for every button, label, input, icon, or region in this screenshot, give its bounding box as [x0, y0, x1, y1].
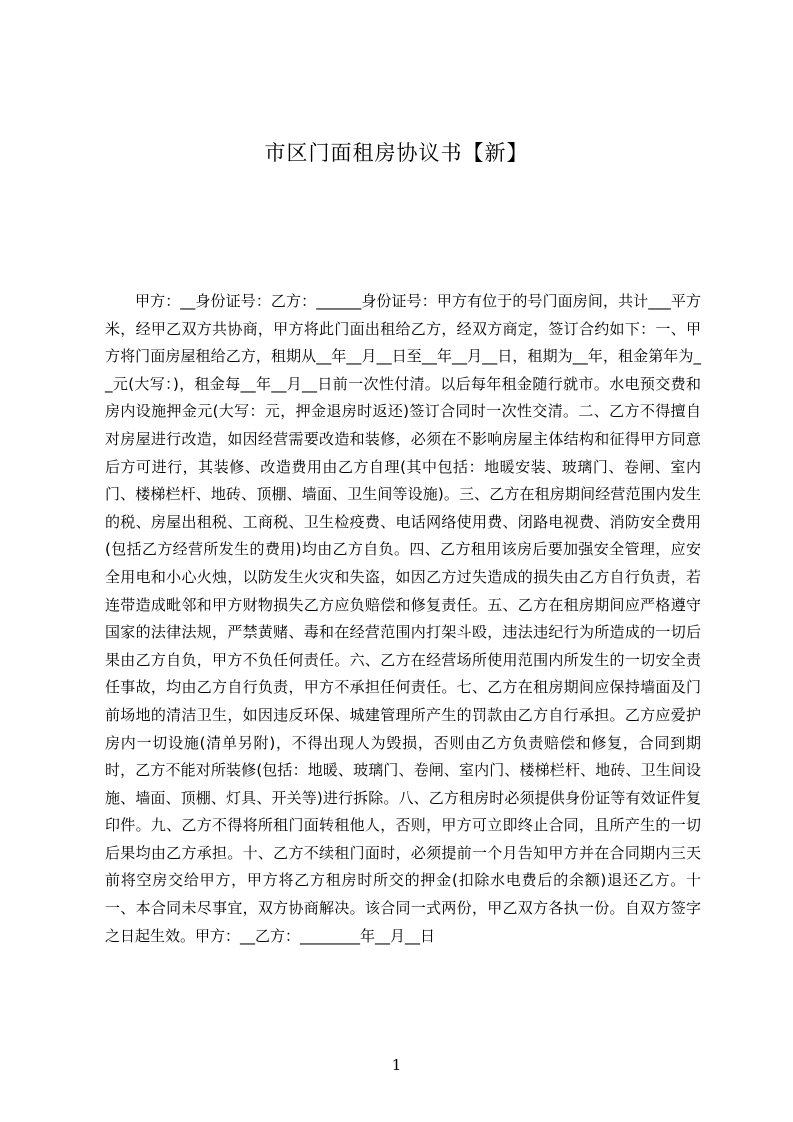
page-number: 1	[391, 1056, 402, 1074]
agreement-body-paragraph: 甲方：__身份证号：乙方：______身份证号：甲方有位于的号门面房间，共计___平方米，经甲乙双方共协商，甲方将此门面出租给乙方，经双方商定，签订合约如下：一、甲方将门面房屋租给乙方，租期从__年__月__日至__年__月__日，租期为__年，租金第年为__元(大写：)，租金每__年__月__日前一次性付清。以后每年租金随行就市。水电预交费和房内设施押金元(大写：元，押金退房时返还)签订合同时一次性交清。二、乙方不得擅自对房屋进行改造，如因经营需要改造和装修，必须在不影响房屋主体结构和征得甲方同意后方可进行，其装修、改造费用由乙方自理(其中包括：地暖安装、玻璃门、卷闸、室内门、楼梯栏杆、地砖、顶棚、墙面、卫生间等设施)。三、乙方在租房期间经营范围内发生的税、房屋出租税、工商税、卫生检疫费、电话网络使用费、闭路电视费、消防安全费用(包括乙方经营所发生的费用)均由乙方自负。四、乙方租用该房后要加强安全管理，应安全用电和小心火烛，以防发生火灾和失盗，如因乙方过失造成的损失由乙方自行负责，若连带造成毗邻和甲方财物损失乙方应负赔偿和修复责任。五、乙方在租房期间应严格遵守国家的法律法规，严禁黄赌、毒和在经营范围内打架斗殴，违法违纪行为所造成的一切后果由乙方自负，甲方不负任何责任。六、乙方在经营场所使用范围内所发生的一切安全责任事故，均由乙方自行负责，甲方不承担任何责任。七、乙方在租房期间应保持墙面及门前场地的清洁卫生，如因违反环保、城建管理所产生的罚款由乙方自行承担。乙方应爱护房内一切设施(清单另附)，不得出现人为毁损，否则由乙方负责赔偿和修复，合同到期时，乙方不能对所装修(包括：地暖、玻璃门、卷闸、室内门、楼梯栏杆、地砖、卫生间设施、墙面、顶棚、灯具、开关等)进行拆除。八、乙方租房时必须提供身份证等有效证件复印件。九、乙方不得将所租门面转租他人，否则，甲方可立即终止合同，且所产生的一切后果均由乙方承担。十、乙方不续租门面时，必须提前一个月告知甲方并在合同期内三天前将空房交给甲方，甲方将乙方租房时所交的押金(扣除水电费后的余额)退还乙方。十一、本合同未尽事宜，双方协商解决。该合同一式两份，甲乙双方各执一份。自双方签字之日起生效。甲方：__乙方：________年__月__日	[105, 292, 701, 945]
document-title: 市区门面租房协议书【新】	[264, 141, 529, 165]
